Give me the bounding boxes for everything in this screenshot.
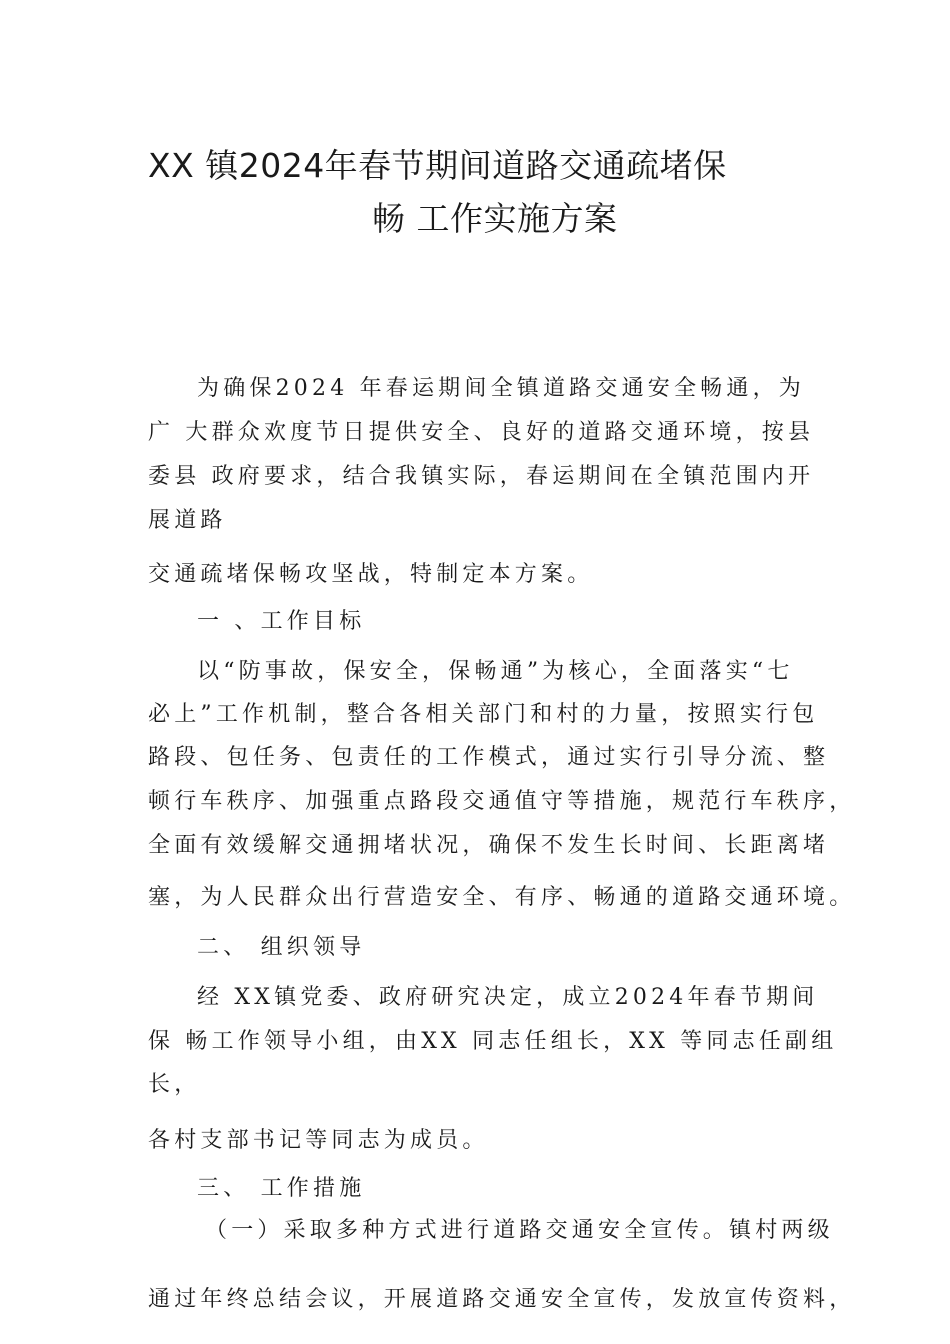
- body-line: 塞，为人民群众出行营造安全、有序、畅通的道路交通环境。: [148, 885, 856, 910]
- document-title-line-2: 畅 工作实施方案: [372, 199, 618, 238]
- body-line: 经 XX镇党委、政府研究决定，成立2024年春节期间: [197, 985, 819, 1010]
- section-heading: 三、 工作措施: [197, 1176, 366, 1201]
- body-line: 委县 政府要求，结合我镇实际，春运期间在全镇范围内开: [148, 464, 815, 489]
- section-heading: 二、 组织领导: [197, 935, 366, 960]
- subsection-heading: （一）采取多种方式进行道路交通安全宣传。镇村两级: [205, 1218, 834, 1243]
- body-line: 全面有效缓解交通拥堵状况，确保不发生长时间、长距离堵: [148, 833, 830, 858]
- body-line: 交通疏堵保畅攻坚战，特制定本方案。: [148, 562, 594, 587]
- body-line: 广 大群众欢度节日提供安全、良好的道路交通环境，按县: [148, 420, 815, 445]
- body-line: 展道路: [148, 508, 227, 533]
- body-line: 长，: [148, 1072, 201, 1097]
- body-line: 以“防事故，保安全，保畅通”为核心，全面落实“七: [197, 659, 794, 684]
- body-line: 各村支部书记等同志为成员。: [148, 1128, 489, 1153]
- body-line: 顿行车秩序、加强重点路段交通值守等措施，规范行车秩序，: [148, 789, 856, 814]
- body-line: 必上”工作机制，整合各相关部门和村的力量，按照实行包: [148, 702, 819, 727]
- body-line: 路段、包任务、包责任的工作模式，通过实行引导分流、整: [148, 745, 830, 770]
- body-line: 为确保2024 年春运期间全镇道路交通安全畅通，为: [197, 376, 805, 401]
- body-line: 通过年终总结会议，开展道路交通安全宣传，发放宣传资料，: [148, 1287, 856, 1312]
- document-title-line-1: XX 镇2024年春节期间道路交通疏堵保: [148, 146, 727, 185]
- body-line: 保 畅工作领导小组，由XX 同志任组长，XX 等同志任副组: [148, 1029, 838, 1054]
- section-heading: 一 、工作目标: [197, 609, 366, 634]
